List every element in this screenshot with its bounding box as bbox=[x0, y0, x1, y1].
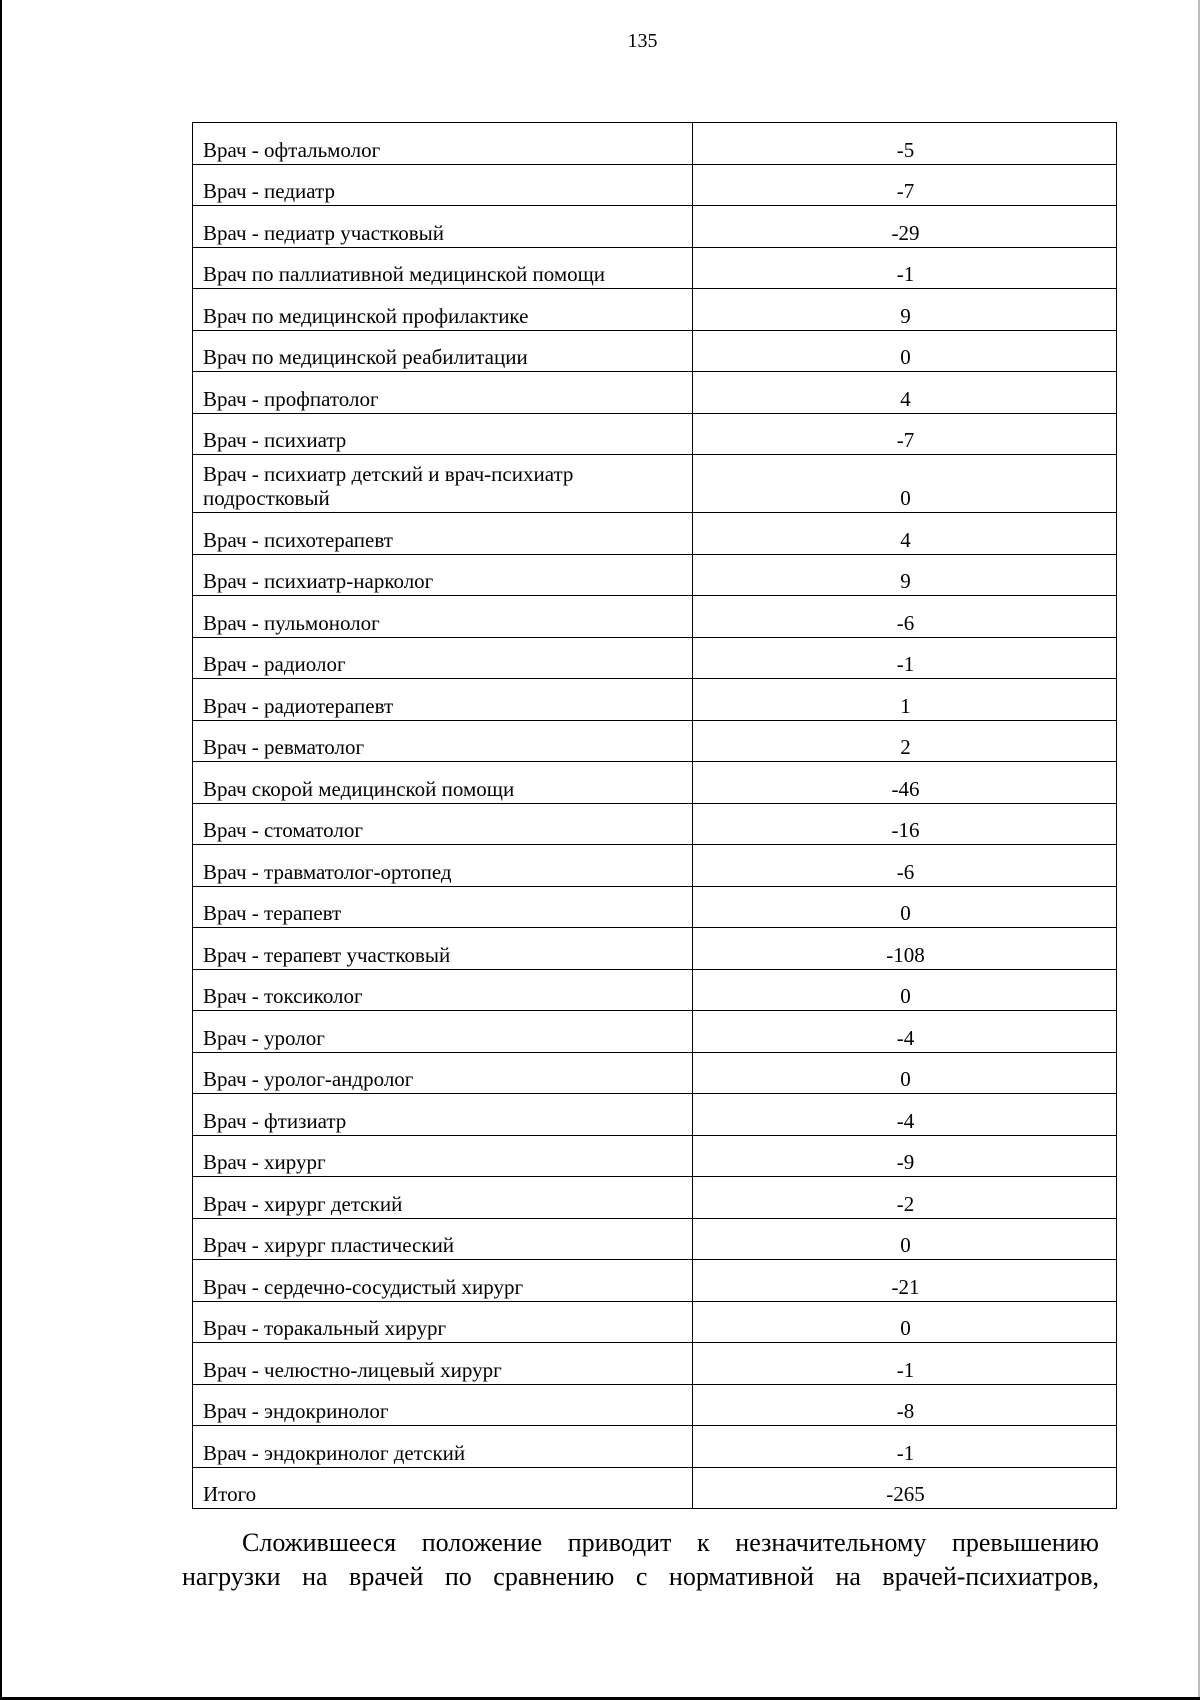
row-name: Врач - сердечно-сосудистый хирург bbox=[193, 1260, 693, 1302]
row-value: -1 bbox=[693, 1343, 1117, 1385]
table-row bbox=[193, 164, 1117, 206]
table-row bbox=[193, 372, 1117, 414]
table-row bbox=[193, 123, 1117, 165]
row-value: 0 bbox=[693, 1301, 1117, 1343]
row-value: -1 bbox=[693, 637, 1117, 679]
row-value: 4 bbox=[693, 372, 1117, 414]
row-value: -1 bbox=[693, 247, 1117, 289]
table-row bbox=[193, 1426, 1117, 1468]
row-name: Врач - хирург детский bbox=[193, 1177, 693, 1219]
row-value: -7 bbox=[693, 413, 1117, 455]
row-value: 0 bbox=[693, 455, 1117, 513]
row-name: Врач - стоматолог bbox=[193, 803, 693, 845]
row-name: Врач - ревматолог bbox=[193, 720, 693, 762]
row-value: -16 bbox=[693, 803, 1117, 845]
row-name: Врач - терапевт участковый bbox=[193, 928, 693, 970]
table-row bbox=[193, 596, 1117, 638]
row-name: Врач - уролог bbox=[193, 1011, 693, 1053]
row-name: Врач по медицинской профилактике bbox=[193, 289, 693, 331]
row-value: -8 bbox=[693, 1384, 1117, 1426]
row-name: Врач - уролог-андролог bbox=[193, 1052, 693, 1094]
row-value: -7 bbox=[693, 164, 1117, 206]
table-row bbox=[193, 455, 1117, 513]
row-value: 0 bbox=[693, 886, 1117, 928]
table-row bbox=[193, 1094, 1117, 1136]
table-row bbox=[193, 554, 1117, 596]
row-value: -21 bbox=[693, 1260, 1117, 1302]
table-row bbox=[193, 803, 1117, 845]
table-row bbox=[193, 1260, 1117, 1302]
row-value: -6 bbox=[693, 596, 1117, 638]
row-value: 4 bbox=[693, 513, 1117, 555]
table-row bbox=[193, 928, 1117, 970]
row-name: Врач - хирург пластический bbox=[193, 1218, 693, 1260]
table-row bbox=[193, 1218, 1117, 1260]
row-name: Врач - профпатолог bbox=[193, 372, 693, 414]
row-value: 2 bbox=[693, 720, 1117, 762]
row-value: -1 bbox=[693, 1426, 1117, 1468]
row-value: -108 bbox=[693, 928, 1117, 970]
row-value: -5 bbox=[693, 123, 1117, 165]
row-name: Врач - психиатр bbox=[193, 413, 693, 455]
row-name: Врач - челюстно-лицевый хирург bbox=[193, 1343, 693, 1385]
table-row bbox=[193, 1177, 1117, 1219]
table-row bbox=[193, 1343, 1117, 1385]
row-value: -2 bbox=[693, 1177, 1117, 1219]
row-value: -4 bbox=[693, 1011, 1117, 1053]
row-name: Врач - пульмонолог bbox=[193, 596, 693, 638]
row-name: Врач - психиатр детский и врач-психиатр подростковый bbox=[193, 455, 693, 513]
row-value: 0 bbox=[693, 330, 1117, 372]
table-row bbox=[193, 1301, 1117, 1343]
table-row bbox=[193, 762, 1117, 804]
table-row bbox=[193, 845, 1117, 887]
row-value: 0 bbox=[693, 969, 1117, 1011]
row-name: Врач - эндокринолог bbox=[193, 1384, 693, 1426]
table-row bbox=[193, 513, 1117, 555]
row-value: 9 bbox=[693, 289, 1117, 331]
row-name: Врач по паллиативной медицинской помощи bbox=[193, 247, 693, 289]
row-name: Врач - терапевт bbox=[193, 886, 693, 928]
page-left-border bbox=[0, 0, 2, 1700]
table-row bbox=[193, 413, 1117, 455]
table-row bbox=[193, 1052, 1117, 1094]
table-row bbox=[193, 289, 1117, 331]
table-row bbox=[193, 206, 1117, 248]
row-value: -46 bbox=[693, 762, 1117, 804]
row-name: Врач - токсиколог bbox=[193, 969, 693, 1011]
table-row bbox=[193, 886, 1117, 928]
row-name: Врач - травматолог-ортопед bbox=[193, 845, 693, 887]
table-total-row bbox=[193, 1467, 1117, 1508]
table-row bbox=[193, 1011, 1117, 1053]
row-name: Врач - эндокринолог детский bbox=[193, 1426, 693, 1468]
table-row bbox=[193, 1135, 1117, 1177]
row-name: Врач - торакальный хирург bbox=[193, 1301, 693, 1343]
table-row bbox=[193, 1384, 1117, 1426]
row-value: -29 bbox=[693, 206, 1117, 248]
row-name: Врач - радиотерапевт bbox=[193, 679, 693, 721]
row-value: 0 bbox=[693, 1218, 1117, 1260]
row-name: Врач - фтизиатр bbox=[193, 1094, 693, 1136]
row-name: Врач - психиатр-нарколог bbox=[193, 554, 693, 596]
row-name: Врач - офтальмолог bbox=[193, 123, 693, 165]
table-row bbox=[193, 247, 1117, 289]
row-value: 1 bbox=[693, 679, 1117, 721]
total-label: Итого bbox=[193, 1467, 693, 1508]
row-value: 9 bbox=[693, 554, 1117, 596]
row-name: Врач - хирург bbox=[193, 1135, 693, 1177]
row-value: -9 bbox=[693, 1135, 1117, 1177]
page-number: 135 bbox=[627, 30, 658, 52]
total-value: -265 bbox=[693, 1467, 1117, 1508]
table-row bbox=[193, 637, 1117, 679]
row-name: Врач - педиатр bbox=[193, 164, 693, 206]
row-value: 0 bbox=[693, 1052, 1117, 1094]
table-row bbox=[193, 720, 1117, 762]
row-name: Врач - радиолог bbox=[193, 637, 693, 679]
row-name: Врач - психотерапевт bbox=[193, 513, 693, 555]
row-name: Врач - педиатр участковый bbox=[193, 206, 693, 248]
row-value: -4 bbox=[693, 1094, 1117, 1136]
table-row bbox=[193, 679, 1117, 721]
row-name: Врач скорой медицинской помощи bbox=[193, 762, 693, 804]
staff-balance-table bbox=[192, 122, 1117, 1509]
closing-paragraph: Сложившееся положение приводит к незначительному превышению нагрузки на врачей по сравнению с нормативной на врачей-психиатров, bbox=[182, 1528, 1099, 1591]
row-name: Врач по медицинской реабилитации bbox=[193, 330, 693, 372]
table-row bbox=[193, 330, 1117, 372]
row-value: -6 bbox=[693, 845, 1117, 887]
table-row bbox=[193, 969, 1117, 1011]
